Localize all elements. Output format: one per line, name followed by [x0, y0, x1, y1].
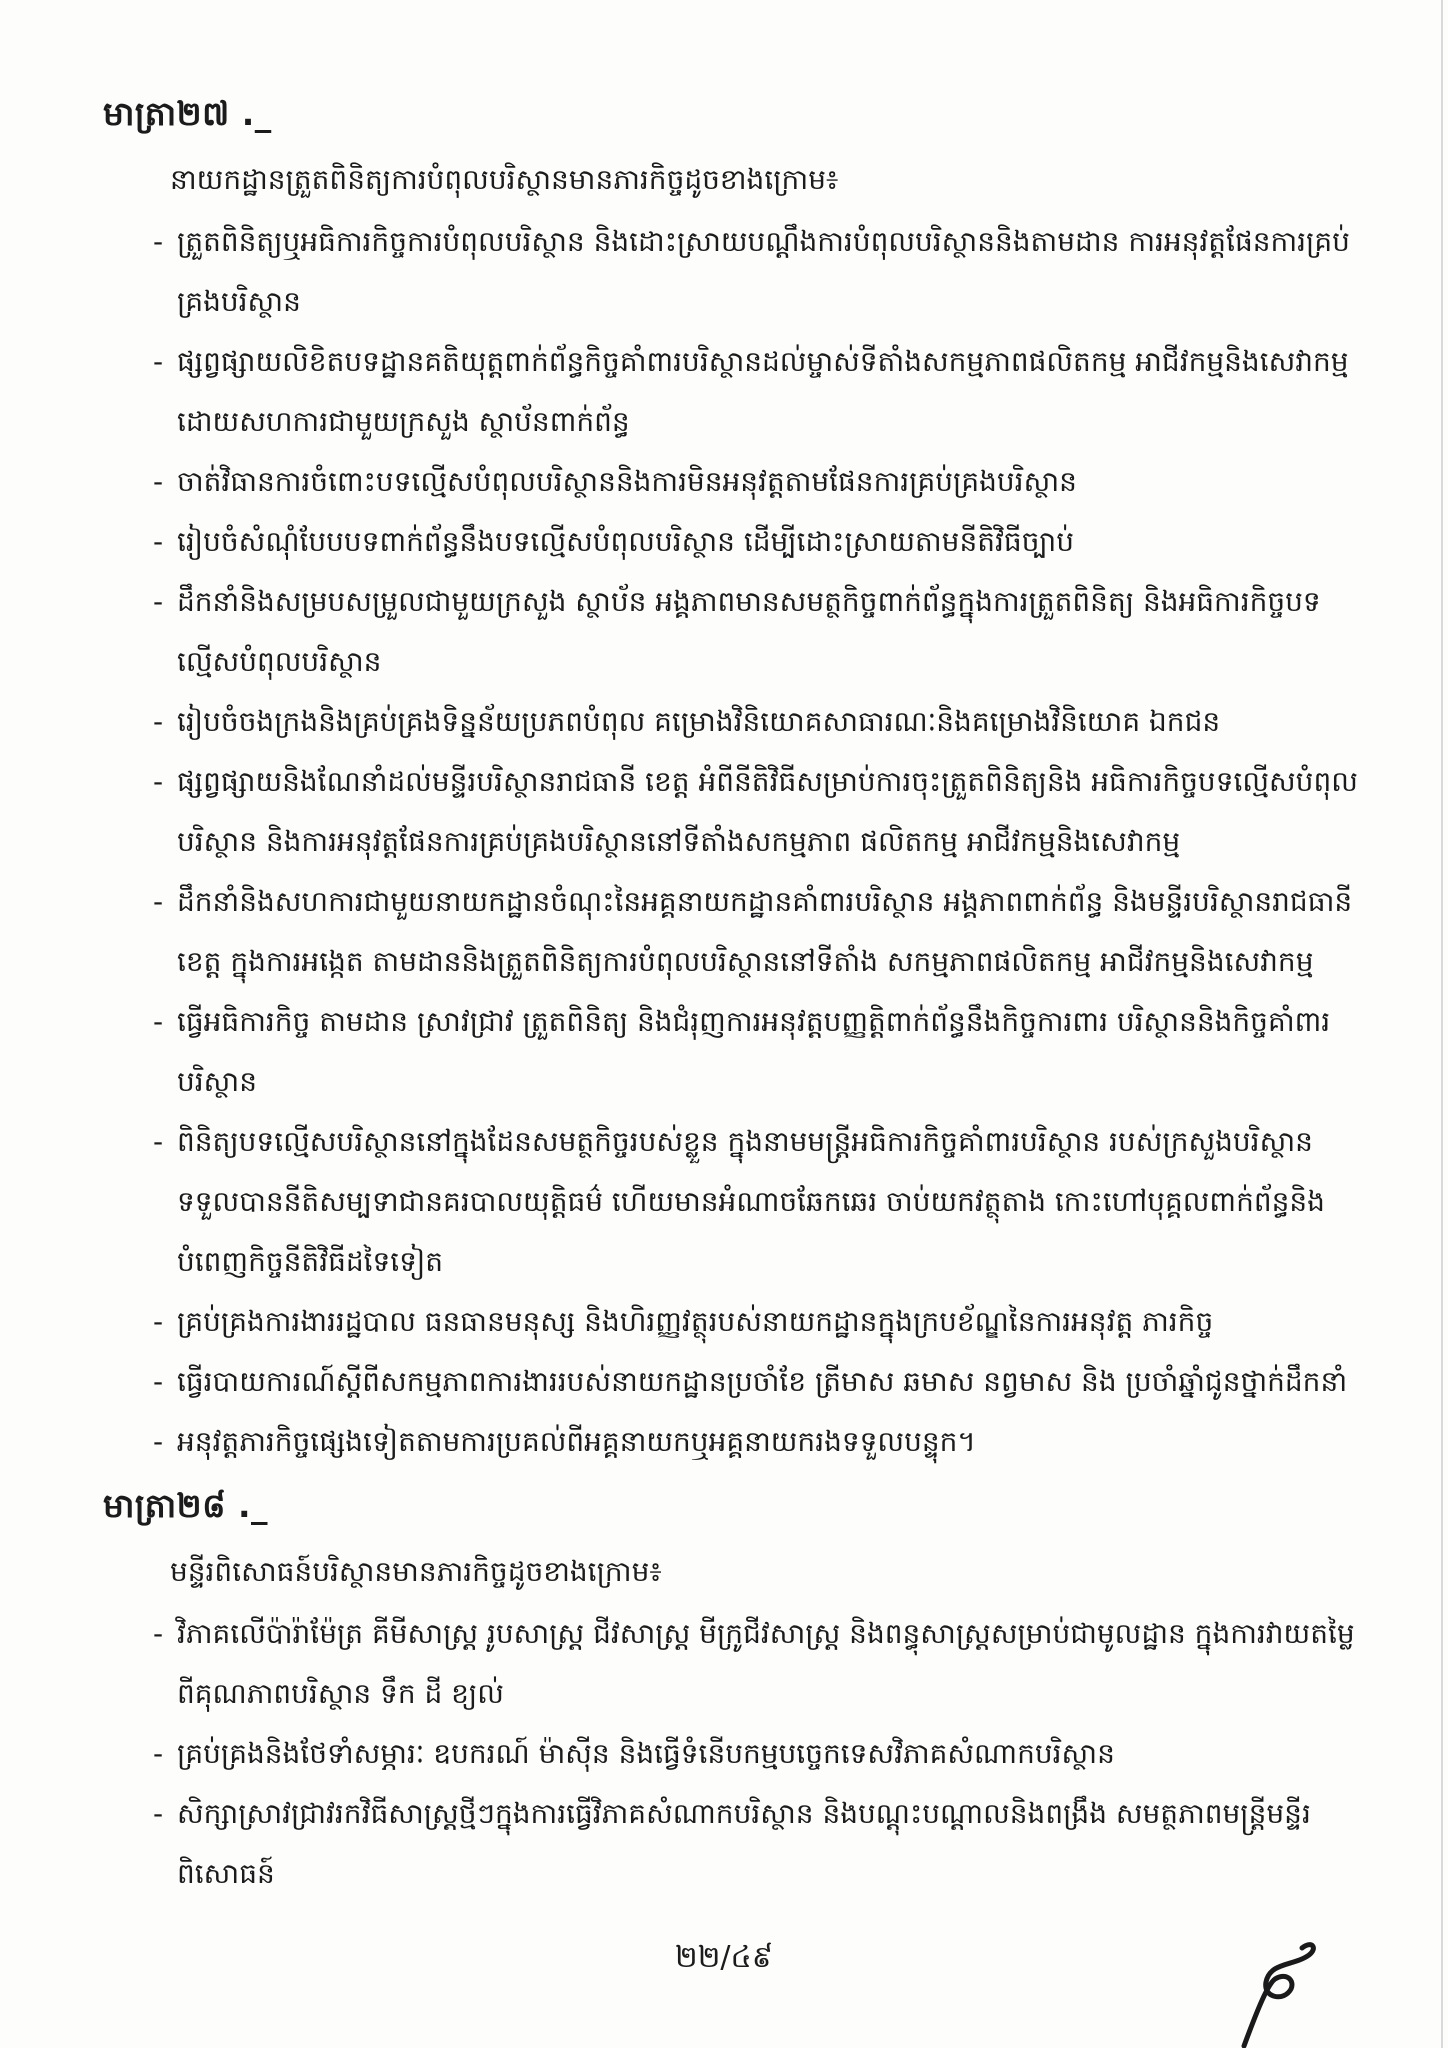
bullet-text: សិក្សាស្រាវជ្រាវរកវិធីសាស្ត្រថ្មីៗក្នុងការធ្វើវិភាគសំណាកបរិស្ថាន និងបណ្តុះបណ្តាលនិងពង្រឹង សមត្ថភាពមន្ត្រីមន្ទីរពិសោធន៍: [177, 1797, 1311, 1890]
scan-edge-artifact: [1441, 0, 1443, 2048]
bullet-text: ធ្វើអធិការកិច្ច តាមដាន ស្រាវជ្រាវ ត្រួតពិនិត្យ និងជំរុញការអនុវត្តបញ្ញត្តិពាក់ព័ន្ធនឹងកិច្ចការពារ បរិស្ថាននិងកិច្ចគាំពារបរិស្ថាន: [177, 1005, 1331, 1098]
bullet-dash: -: [153, 1617, 164, 1650]
bullet-item: [153, 1292, 1365, 1352]
bullet-text: ត្រួតពិនិត្យឬអធិការកិច្ចការបំពុលបរិស្ថាន និងដោះស្រាយបណ្តឹងការបំពុលបរិស្ថាននិងតាមដាន ការអនុវត្តផែនការគ្រប់គ្រងបរិស្ថាន: [177, 225, 1350, 318]
bullet-dash: -: [153, 1797, 164, 1830]
bullet-text: ផ្សព្វផ្សាយលិខិតបទដ្ឋានគតិយុត្តពាក់ព័ន្ធកិច្ចគាំពារបរិស្ថានដល់ម្ចាស់ទីតាំងសកម្មភាពផលិតកម្ម អាជីវកម្មនិងសេវាកម្ម ដោយសហការជាមួយក្រសួង ស្ថាប័នពាក់ព័ន្ធ: [177, 345, 1349, 438]
bullet-dash: -: [153, 705, 164, 738]
bullet-item: [153, 332, 1365, 452]
bullet-item: [153, 1352, 1365, 1412]
bullet-item: [153, 512, 1365, 572]
bullet-text: រៀបចំចងក្រងនិងគ្រប់គ្រងទិន្នន័យប្រភពបំពុល គម្រោងវិនិយោគសាធារណៈនិងគម្រោងវិនិយោគ ឯកជន: [177, 705, 1221, 738]
bullet-dash: -: [153, 1425, 164, 1458]
bullet-item: [153, 992, 1365, 1112]
article-27: [103, 88, 1365, 1472]
bullet-text: គ្រប់គ្រងនិងថែទាំសម្ភារៈ ឧបករណ៍ ម៉ាស៊ីន និងធ្វើទំនើបកម្មបច្ចេកទេសវិភាគសំណាកបរិស្ថាន: [177, 1737, 1115, 1770]
bullet-item: [153, 1724, 1365, 1784]
article-heading: មាត្រា២៧ ._: [103, 94, 272, 133]
bullet-dash: -: [153, 345, 164, 378]
bullet-dash: -: [153, 225, 164, 258]
bullet-dash: -: [153, 525, 164, 558]
bullet-text: អនុវត្តភារកិច្ចផ្សេងទៀតតាមការប្រគល់ពីអគ្គនាយកឬអគ្គនាយករងទទួលបន្ទុក។: [177, 1425, 976, 1458]
bullet-dash: -: [153, 585, 164, 618]
bullet-text: រៀបចំសំណុំបែបបទពាក់ព័ន្ធនឹងបទល្មើសបំពុលបរិស្ថាន ដើម្បីដោះស្រាយតាមនីតិវិធីច្បាប់: [177, 525, 1075, 558]
article-bullet-list: [153, 212, 1365, 1472]
page-number: ២២/៤៩: [675, 1940, 773, 1975]
article-intro: នាយកដ្ឋានត្រួតពិនិត្យការបំពុលបរិស្ថានមានភារកិច្ចដូចខាងក្រោម៖: [170, 163, 839, 196]
bullet-item: [153, 452, 1365, 512]
bullet-item: [153, 212, 1365, 332]
bullet-text: ផ្សព្វផ្សាយនិងណែនាំដល់មន្ទីរបរិស្ថានរាជធានី ខេត្ត អំពីនីតិវិធីសម្រាប់ការចុះត្រួតពិនិត្យនិង អធិការកិច្ចបទល្មើសបំពុលបរិស្ថាន និងការអនុវត្តផែនការគ្រប់គ្រងបរិស្ថាននៅទីតាំងសកម្មភាព ផលិតកម្ម អាជីវកម្មនិងសេវាកម្ម: [177, 765, 1358, 858]
bullet-text: គ្រប់គ្រងការងាររដ្ឋបាល ធនធានមនុស្ស និងហិរញ្ញវត្ថុរបស់នាយកដ្ឋានក្នុងក្របខ័ណ្ឌនៃការអនុវត្ត ភារកិច្ច: [177, 1305, 1214, 1338]
bullet-item: [153, 1112, 1365, 1292]
bullet-text: ដឹកនាំនិងសហការជាមួយនាយកដ្ឋានចំណុះនៃអគ្គនាយកដ្ឋានគាំពារបរិស្ថាន អង្គភាពពាក់ព័ន្ធ និងមន្ទីរបរិស្ថានរាជធានី ខេត្ត ក្នុងការអង្កេត តាមដាននិងត្រួតពិនិត្យការបំពុលបរិស្ថាននៅទីតាំង សកម្មភាពផលិតកម្ម អាជីវកម្មនិងសេវាកម្ម: [177, 885, 1353, 978]
bullet-item: [153, 1604, 1365, 1724]
bullet-item: [153, 1784, 1365, 1904]
document-body: [103, 88, 1365, 1908]
bullet-dash: -: [153, 1737, 164, 1770]
bullet-text: វិភាគលើប៉ារ៉ាម៉ែត្រ គីមីសាស្ត្រ រូបសាស្ត្រ ជីវសាស្ត្រ មីក្រូជីវសាស្ត្រ និងពន្ធុសាស្ត្រសម្រាប់ជាមូលដ្ឋាន ក្នុងការវាយតម្លៃពីគុណភាពបរិស្ថាន ទឹក ដី ខ្យល់: [177, 1617, 1355, 1710]
handwritten-signature-mark: [1224, 1938, 1320, 2048]
bullet-item: [153, 752, 1365, 872]
article-28: [103, 1480, 1365, 1904]
article-intro: មន្ទីរពិសោធន៍បរិស្ថានមានភារកិច្ចដូចខាងក្រោម៖: [170, 1555, 662, 1588]
bullet-text: ចាត់វិធានការចំពោះបទល្មើសបំពុលបរិស្ថាននិងការមិនអនុវត្តតាមផែនការគ្រប់គ្រងបរិស្ថាន: [177, 465, 1077, 498]
bullet-dash: -: [153, 1125, 164, 1158]
bullet-dash: -: [153, 1365, 164, 1398]
bullet-dash: -: [153, 1005, 164, 1038]
bullet-dash: -: [153, 1305, 164, 1338]
article-bullet-list: [153, 1604, 1365, 1904]
bullet-text: ធ្វើរបាយការណ៍ស្តីពីសកម្មភាពការងាររបស់នាយកដ្ឋានប្រចាំខែ ត្រីមាស ឆមាស នព្វមាស និង ប្រចាំឆ្នាំជូនថ្នាក់ដឹកនាំ: [177, 1365, 1348, 1398]
bullet-item: [153, 872, 1365, 992]
bullet-dash: -: [153, 465, 164, 498]
bullet-dash: -: [153, 885, 164, 918]
bullet-item: [153, 692, 1365, 752]
bullet-item: [153, 1412, 1365, 1472]
bullet-text: ដឹកនាំនិងសម្របសម្រួលជាមួយក្រសួង ស្ថាប័ន អង្គភាពមានសមត្ថកិច្ចពាក់ព័ន្ធក្នុងការត្រួតពិនិត្យ និងអធិការកិច្ចបទល្មើសបំពុលបរិស្ថាន: [177, 585, 1321, 678]
article-heading: មាត្រា២៨ ._: [103, 1486, 269, 1525]
bullet-item: [153, 572, 1365, 692]
bullet-text: ពិនិត្យបទល្មើសបរិស្ថាននៅក្នុងដែនសមត្ថកិច្ចរបស់ខ្លួន ក្នុងនាមមន្ត្រីអធិការកិច្ចគាំពារបរិស្ថាន របស់ក្រសួងបរិស្ថាន ទទួលបាននីតិសម្បទាជានគរបាលយុត្តិធម៌ ហើយមានអំណាចឆែកឆេរ ចាប់យកវត្ថុតាង កោះហៅបុគ្គលពាក់ព័ន្ធនិងបំពេញកិច្ចនីតិវិធីដទៃទៀត: [177, 1125, 1325, 1278]
bullet-dash: -: [153, 765, 164, 798]
